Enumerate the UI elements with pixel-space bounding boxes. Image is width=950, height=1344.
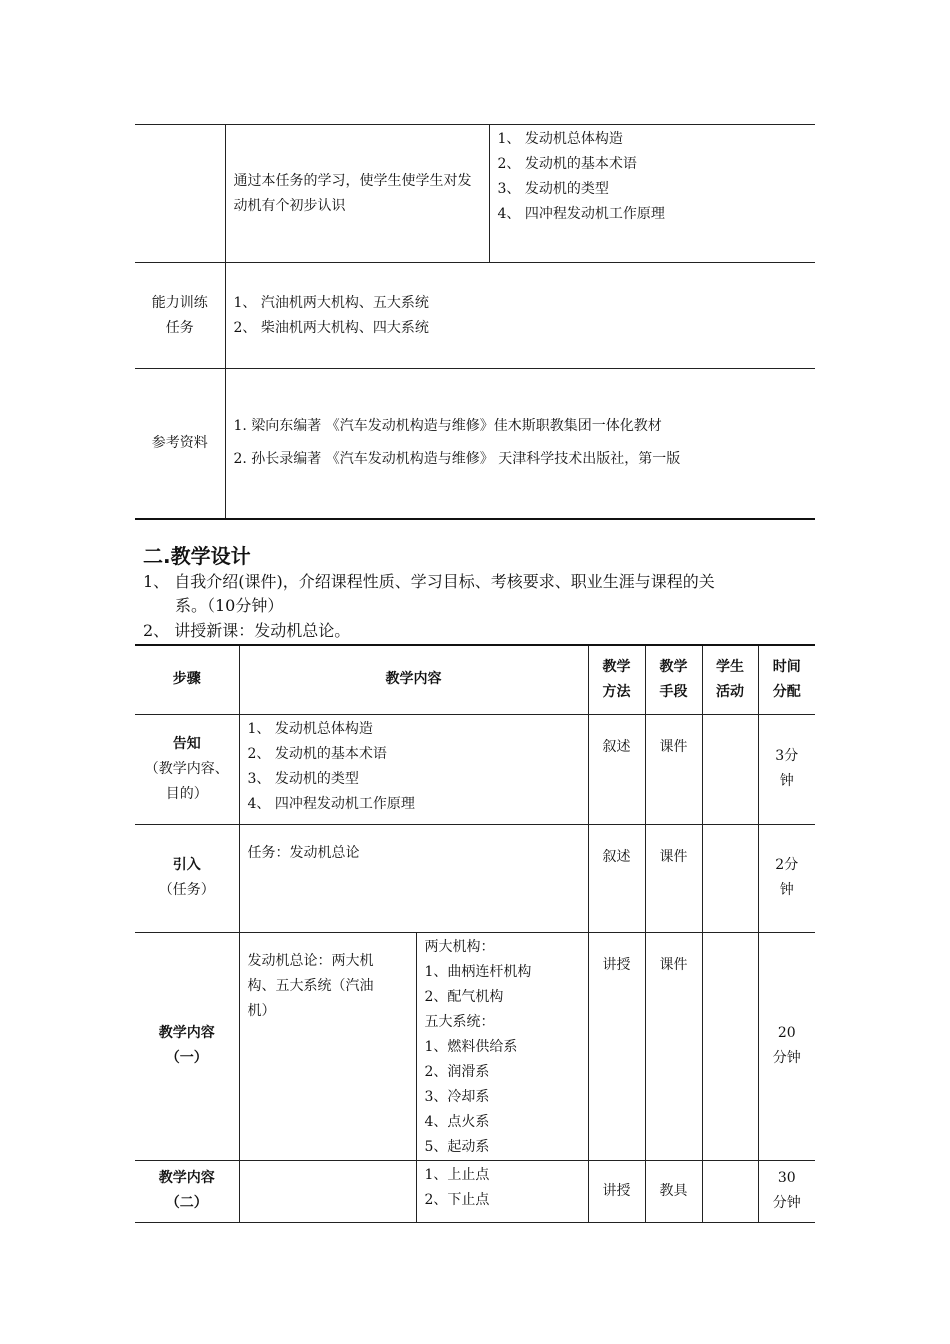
method-cell: 叙述 <box>588 824 645 932</box>
section-title: 二.教学设计 <box>143 544 251 568</box>
info-table <box>135 124 815 520</box>
header-activity: 学生 活动 <box>702 645 758 714</box>
time-cell: 3分 钟 <box>758 714 815 824</box>
row1-label <box>135 125 225 263</box>
reference-list: 1. 梁向东编著 《汽车发动机构造与维修》佳木斯职教集团一体化教材 2. 孙长录编著 《汽车发动机构造与维修》 天津科学技术出版社，第一版 <box>225 369 815 519</box>
activity-cell <box>702 932 758 1160</box>
paragraph-2: 2、 讲授新课：发动机总论。 <box>143 621 351 640</box>
step-cell: 教学内容 （一） <box>135 932 239 1160</box>
goal-text: 通过本任务的学习，使学生使学生对发动机有个初步认识 <box>225 125 489 263</box>
header-time: 时间 分配 <box>758 645 815 714</box>
method-cell: 叙述 <box>588 714 645 824</box>
reference-label: 参考资料 <box>135 369 225 519</box>
content-right-cell: 两大机构： 1、曲柄连杆机构 2、配气机构 五大系统： 1、燃料供给系 2、润滑系 3、冷却系 4、点火系 5、起动系 <box>416 932 588 1160</box>
step-cell: 教学内容 （二） <box>135 1160 239 1222</box>
activity-cell <box>702 1160 758 1222</box>
table-row <box>135 932 815 1160</box>
header-content: 教学内容 <box>239 645 588 714</box>
table-row <box>135 824 815 932</box>
content-left-cell: 发动机总论：两大机 构、五大系统（汽油 机） <box>239 932 416 1160</box>
means-cell: 课件 <box>645 932 702 1160</box>
table-row <box>135 714 815 824</box>
step-cell: 引入 （任务） <box>135 824 239 932</box>
knowledge-list: 1、 发动机总体构造 2、 发动机的基本术语 3、 发动机的类型 4、 四冲程发动机工作原理 <box>489 125 815 263</box>
content-left-cell <box>239 1160 416 1222</box>
header-method: 教学 方法 <box>588 645 645 714</box>
means-cell: 课件 <box>645 714 702 824</box>
means-cell: 课件 <box>645 824 702 932</box>
means-cell: 教具 <box>645 1160 702 1222</box>
time-cell: 2分 钟 <box>758 824 815 932</box>
method-cell: 讲授 <box>588 932 645 1160</box>
step-cell: 告知 （教学内容、 目的） <box>135 714 239 824</box>
time-cell: 30 分钟 <box>758 1160 815 1222</box>
method-cell: 讲授 <box>588 1160 645 1222</box>
activity-cell <box>702 824 758 932</box>
content-cell: 1、 发动机总体构造 2、 发动机的基本术语 3、 发动机的类型 4、 四冲程发动机工作原理 <box>239 714 588 824</box>
header-step: 步骤 <box>135 645 239 714</box>
ability-label: 能力训练 任务 <box>135 263 225 369</box>
time-cell: 20 分钟 <box>758 932 815 1160</box>
paragraph-1: 1、 自我介绍(课件)，介绍课程性质、学习目标、考核要求、职业生涯与课程的关 系。（10分钟） <box>143 572 715 615</box>
table-row <box>135 1160 815 1222</box>
ability-list: 1、 汽油机两大机构、五大系统 2、 柴油机两大机构、四大系统 <box>225 263 815 369</box>
design-table <box>135 644 815 1223</box>
content-cell: 任务：发动机总论 <box>239 824 588 932</box>
header-means: 教学 手段 <box>645 645 702 714</box>
content-right-cell: 1、上止点 2、下止点 <box>416 1160 588 1222</box>
activity-cell <box>702 714 758 824</box>
